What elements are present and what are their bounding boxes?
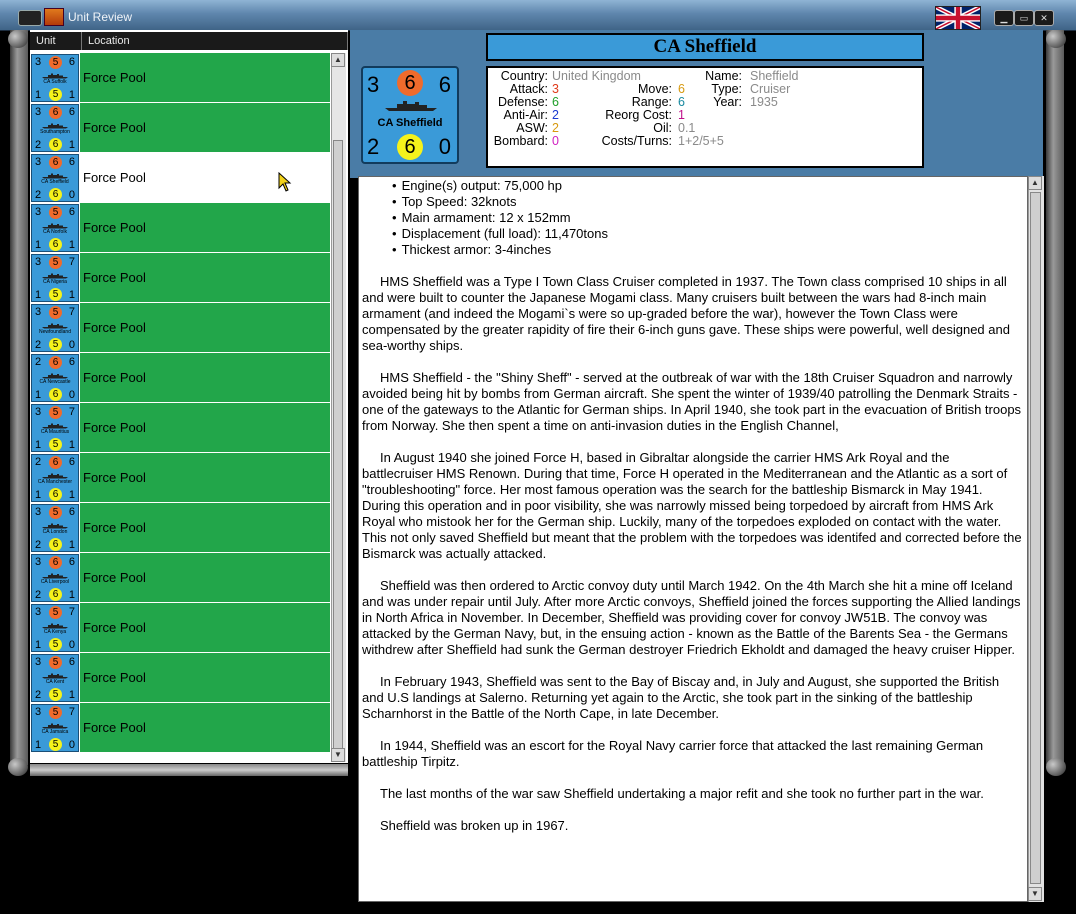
counter-attack: 3 [35,556,42,568]
counter-move: 7 [68,256,75,268]
spec-item: • Main armament: 12 x 152mm [392,210,1022,226]
text-scroll-thumb[interactable] [1030,192,1041,884]
stat-label: Reorg Cost: [605,108,672,122]
counter-range: 1 [68,489,75,501]
counter-move: 6 [68,56,75,68]
ship-silhouette-icon [40,172,70,179]
list-row[interactable] [30,303,330,353]
stat-value: United Kingdom [552,69,641,83]
counter-range: 1 [68,89,75,101]
row-location: Force Pool [80,603,330,652]
stat-label: Country: [500,69,548,83]
counter-move: 7 [68,306,75,318]
stat-label: Type: [711,82,742,96]
counter-range: 1 [68,589,75,601]
counter-unit-name: CA Suffolk [43,79,67,85]
counter-attack: 2 [35,456,42,468]
stat-value: 0 [552,134,559,148]
counter-range: 0 [438,134,451,159]
spec-item: • Top Speed: 32knots [392,194,1022,210]
counter-defense: 1 [35,739,42,751]
counter-unit-name: CA Newcastle [39,379,71,385]
row-location: Force Pool [80,403,330,452]
scroll-down-icon[interactable]: ▼ [1028,887,1042,901]
row-location: Force Pool [80,253,330,302]
frame-knob [1046,30,1066,48]
ship-silhouette-icon [40,72,70,79]
counter-move: 7 [68,606,75,618]
list-row[interactable] [30,703,330,753]
counter-anti-air: 6 [397,70,423,96]
counter-anti-air: 5 [49,506,62,519]
title-bar [0,0,1076,31]
stat-value: 6 [678,82,685,96]
counter-asw: 6 [49,488,62,501]
stat-value: 0.1 [678,121,696,135]
counter-unit-name: CA Liverpool [40,579,70,585]
counter-move: 6 [68,106,75,118]
row-location: Force Pool [80,653,330,702]
counter-unit-name: CA Kenya [43,629,67,635]
stat-value: 1935 [750,95,778,109]
counter-unit-name: CA Mauritius [40,429,70,435]
counter-range: 0 [68,189,75,201]
stat-label: Oil: [653,121,672,135]
counter-defense: 1 [35,639,42,651]
list-row[interactable] [30,253,330,303]
counter-move: 7 [68,706,75,718]
column-header-unit[interactable]: Unit [30,32,82,50]
list-row[interactable] [30,653,330,703]
counter-move: 6 [438,72,451,97]
counter-defense: 2 [367,134,380,159]
counter-asw: 5 [49,338,62,351]
counter-asw: 5 [49,638,62,651]
unit-list [30,53,330,762]
list-row[interactable] [30,203,330,253]
row-location: Force Pool [80,353,330,402]
counter-attack: 3 [35,106,42,118]
bottom-frame-rail [30,764,348,776]
counter-attack: 3 [35,406,42,418]
row-location: Force Pool [80,303,330,352]
row-location: Force Pool [80,153,330,202]
counter-attack: 3 [35,156,42,168]
counter-attack: 3 [35,706,42,718]
counter-move: 6 [68,356,75,368]
stat-label: Costs/Turns: [601,134,672,148]
window-title: Unit Review [68,10,133,24]
counter-range: 1 [68,689,75,701]
counter-asw: 5 [49,688,62,701]
counter-defense: 2 [35,139,42,151]
uk-flag-icon [935,6,981,30]
counter-anti-air: 5 [49,606,62,619]
counter-move: 6 [68,206,75,218]
unit-counter-thumbnail [31,304,79,352]
counter-attack: 3 [35,56,42,68]
list-header [30,32,348,50]
list-row[interactable] [30,53,330,103]
left-frame-rail [10,30,28,765]
unit-counter-thumbnail [31,554,79,602]
back-button[interactable] [18,10,42,26]
list-row[interactable] [30,103,330,153]
counter-unit-name: CA Sheffield [41,179,69,185]
unit-counter-thumbnail [31,654,79,702]
row-location: Force Pool [80,203,330,252]
stat-label: Defense: [497,95,548,109]
unit-counter-thumbnail [31,154,79,202]
counter-anti-air: 6 [49,556,62,569]
counter-defense: 2 [35,589,42,601]
stat-label: Attack: [509,82,548,96]
stat-value: 1 [678,108,685,122]
spec-list [362,178,1022,258]
counter-anti-air: 5 [49,406,62,419]
unit-counter-thumbnail [31,354,79,402]
unit-counter-thumbnail [31,54,79,102]
row-location: Force Pool [80,103,330,152]
counter-defense: 2 [35,539,42,551]
list-row[interactable] [30,403,330,453]
history-paragraph: Sheffield was broken up in 1967. [380,818,569,833]
ship-silhouette-icon [40,422,70,429]
counter-range: 1 [68,139,75,151]
minimize-icon[interactable]: ▁ [994,10,1014,26]
unit-title: CA Sheffield [486,33,924,61]
unit-counter-thumbnail [31,254,79,302]
stat-value: 6 [678,95,685,109]
list-scroll-thumb[interactable] [333,140,343,750]
ship-silhouette-icon [40,122,70,129]
counter-asw: 6 [49,538,62,551]
counter-anti-air: 5 [49,706,62,719]
ship-silhouette-icon [383,98,439,112]
history-paragraph: HMS Sheffield - the "Shiny Sheff" - served at the outbreak of war with the 18th Cruiser Squadron and narrowly avoided being hit by bombs from German aircraft. She spent the winter of 1939/40 patrolling the Denmark Straits - one of the gateways to the Atlantic for German ships. In April 1940, she took part in the evacuation of British troops from Norway. She then spent a time on anti-invasion duties in the English Channel, [362,370,1022,433]
history-paragraph: In 1944, Sheffield was an escort for the Royal Navy carrier force that attacked the last remaining German battleship Tirpitz. [362,738,984,769]
stat-label: Range: [631,95,672,109]
counter-attack: 3 [35,606,42,618]
list-row[interactable] [30,353,330,403]
counter-defense: 2 [35,189,42,201]
counter-anti-air: 6 [49,456,62,469]
counter-defense: 2 [35,339,42,351]
counter-defense: 1 [35,389,42,401]
history-paragraph: The last months of the war saw Sheffield undertaking a major refit and she took no further part in the war. [380,786,984,801]
restore-icon[interactable]: ▭ [1014,10,1034,26]
ship-silhouette-icon [40,272,70,279]
scroll-up-icon[interactable]: ▲ [1028,176,1042,190]
counter-anti-air: 5 [49,56,62,69]
ship-silhouette-icon [40,222,70,229]
unit-counter-thumbnail [31,504,79,552]
app-icon [44,8,64,26]
stat-label: ASW: [516,121,548,135]
counter-unit-name: CA Sheffield [377,117,443,129]
counter-anti-air: 6 [49,106,62,119]
counter-anti-air: 6 [49,356,62,369]
stat-value: Cruiser [750,82,791,96]
counter-range: 0 [68,389,75,401]
counter-move: 7 [68,406,75,418]
spec-item: • Engine(s) output: 75,000 hp [392,178,1022,194]
counter-move: 6 [68,656,75,668]
counter-attack: 3 [35,506,42,518]
list-row[interactable] [30,603,330,653]
ship-silhouette-icon [40,322,70,329]
counter-range: 1 [68,439,75,451]
counter-defense: 1 [35,489,42,501]
frame-knob [8,30,28,48]
counter-range: 1 [68,289,75,301]
stat-label: Bombard: [493,134,548,148]
stat-value: Sheffield [750,69,799,83]
row-location: Force Pool [80,453,330,502]
stat-value: 2 [552,108,559,122]
counter-attack: 3 [367,72,380,97]
counter-range: 0 [68,339,75,351]
stat-label: Anti-Air: [503,108,548,122]
counter-attack: 3 [35,256,42,268]
stat-value: 6 [552,95,559,109]
counter-anti-air: 5 [49,206,62,219]
counter-anti-air: 5 [49,306,62,319]
list-row[interactable] [30,503,330,553]
counter-asw: 5 [49,738,62,751]
counter-asw: 6 [49,388,62,401]
counter-anti-air: 5 [49,656,62,669]
spec-item: • Thickest armor: 3-4inches [392,242,1022,258]
counter-anti-air: 6 [49,156,62,169]
counter-move: 6 [68,156,75,168]
scroll-up-icon[interactable]: ▲ [331,53,345,67]
ship-silhouette-icon [40,372,70,379]
spec-item: • Displacement (full load): 11,470tons [392,226,1022,242]
row-location: Force Pool [80,503,330,552]
unit-counter-thumbnail [31,454,79,502]
counter-unit-name: CA Nigeria [43,279,67,285]
counter-asw: 5 [49,288,62,301]
row-location: Force Pool [80,703,330,752]
unit-counter [361,66,459,164]
history-paragraph: In August 1940 she joined Force H, based in Gibraltar alongside the carrier HMS Ark Royal and the battlecruiser HMS Renown. During that time, Force H operated in the Mediterranean and the Atlantic as a sort of "troubleshooting" force. Her most famous operation was the search for the battleship Bismarck in May 1941. During this operation and in poor visibility, she was narrowly missed being torpedoed by aircraft from HMS Ark Royal who mistook her for the German ship. Luckily, many of the torpedoes exploded on contact with the water. This not only saved Sheffield but meant that the problem with the torpedoes was identifed and corrected before the Bismarck was actually attacked. [362,450,1022,561]
ship-silhouette-icon [40,722,70,729]
history-paragraph: In February 1943, Sheffield was sent to the Bay of Biscay and, in July and August, she supported the British and U.S landings at Salerno. Returning yet again to the Arctic, she took part in the sinking of the battleship Scharnhorst in the Battle of the North Cape, in late December. [362,674,1000,721]
list-row[interactable] [30,453,330,503]
stat-label: Name: [705,69,742,83]
ship-silhouette-icon [40,472,70,479]
counter-unit-name: Southampton [40,129,70,135]
history-paragraph: HMS Sheffield was a Type I Town Class Cruiser completed in 1937. The Town class comprised 10 ships in all and were built to counter the Japanese Mogami class. Many cruisers built between the wars had 8-inch main armament (and indeed the Mogami`s were so up-graded before the war), however the Town Class were compensated by the greater rapidity of fire their 6-inch guns gave. These ships were powerful, well designed and sea-worthy ships. [362,274,1010,353]
unit-counter-thumbnail [31,204,79,252]
counter-asw: 6 [49,588,62,601]
stats-box [486,66,924,168]
ship-silhouette-icon [40,622,70,629]
counter-move: 6 [68,456,75,468]
counter-asw: 5 [49,438,62,451]
right-frame-rail [1046,30,1064,765]
history-paragraphs [362,274,1022,834]
list-row[interactable] [30,553,330,603]
unit-counter-thumbnail [31,604,79,652]
ship-silhouette-icon [40,572,70,579]
counter-unit-name: Newfoundland [39,329,71,335]
ship-silhouette-icon [40,522,70,529]
counter-unit-name: CA Kent [45,679,65,685]
counter-range: 1 [68,539,75,551]
stat-value: 2 [552,121,559,135]
counter-range: 0 [68,639,75,651]
stat-label: Year: [713,95,742,109]
counter-attack: 3 [35,656,42,668]
ship-silhouette-icon [40,672,70,679]
scroll-down-icon[interactable]: ▼ [331,748,345,762]
counter-asw: 6 [49,138,62,151]
close-icon[interactable]: ✕ [1034,10,1054,26]
unit-counter-thumbnail [31,704,79,752]
mouse-cursor-icon [278,172,292,192]
counter-attack: 3 [35,206,42,218]
counter-anti-air: 5 [49,256,62,269]
counter-asw: 6 [49,238,62,251]
stat-value: 1+2/5+5 [678,134,724,148]
counter-unit-name: CA Jamaica [41,729,69,735]
counter-asw: 5 [49,88,62,101]
counter-attack: 2 [35,356,42,368]
frame-knob [8,758,28,776]
unit-counter-thumbnail [31,104,79,152]
row-location: Force Pool [80,553,330,602]
unit-counter-thumbnail [31,404,79,452]
counter-attack: 3 [35,306,42,318]
row-location: Force Pool [80,53,330,102]
counter-move: 6 [68,556,75,568]
counter-defense: 1 [35,239,42,251]
stat-value: 3 [552,82,559,96]
counter-range: 0 [68,739,75,751]
counter-move: 6 [68,506,75,518]
counter-defense: 1 [35,89,42,101]
history-paragraph: Sheffield was then ordered to Arctic convoy duty until March 1942. On the 4th March she hit a mine off Iceland and was under repair until July. After more Arctic convoys, Sheffield joined the forces supporting the Allied landings in North Africa in November. In December, Sheffield was providing cover for convoy JW51B. The convoy was attacked by the German Navy, but, in the ensuing action - known as the Battle of the Barents Sea - the Germans withdrew after Sheffield had sunk the German destroyer Friedrich Ekholdt and damaged the heavy cruiser Hipper. [362,578,1021,657]
counter-defense: 1 [35,439,42,451]
counter-defense: 1 [35,289,42,301]
counter-asw: 6 [397,134,423,160]
counter-unit-name: CA London [42,529,68,535]
description-text [362,178,1022,834]
counter-range: 1 [68,239,75,251]
counter-unit-name: CA Manchester [37,479,73,485]
counter-defense: 2 [35,689,42,701]
counter-unit-name: CA Norfolk [43,229,67,235]
frame-knob [1046,758,1066,776]
column-header-location[interactable]: Location [82,32,348,50]
counter-asw: 6 [49,188,62,201]
stat-label: Move: [637,82,672,96]
